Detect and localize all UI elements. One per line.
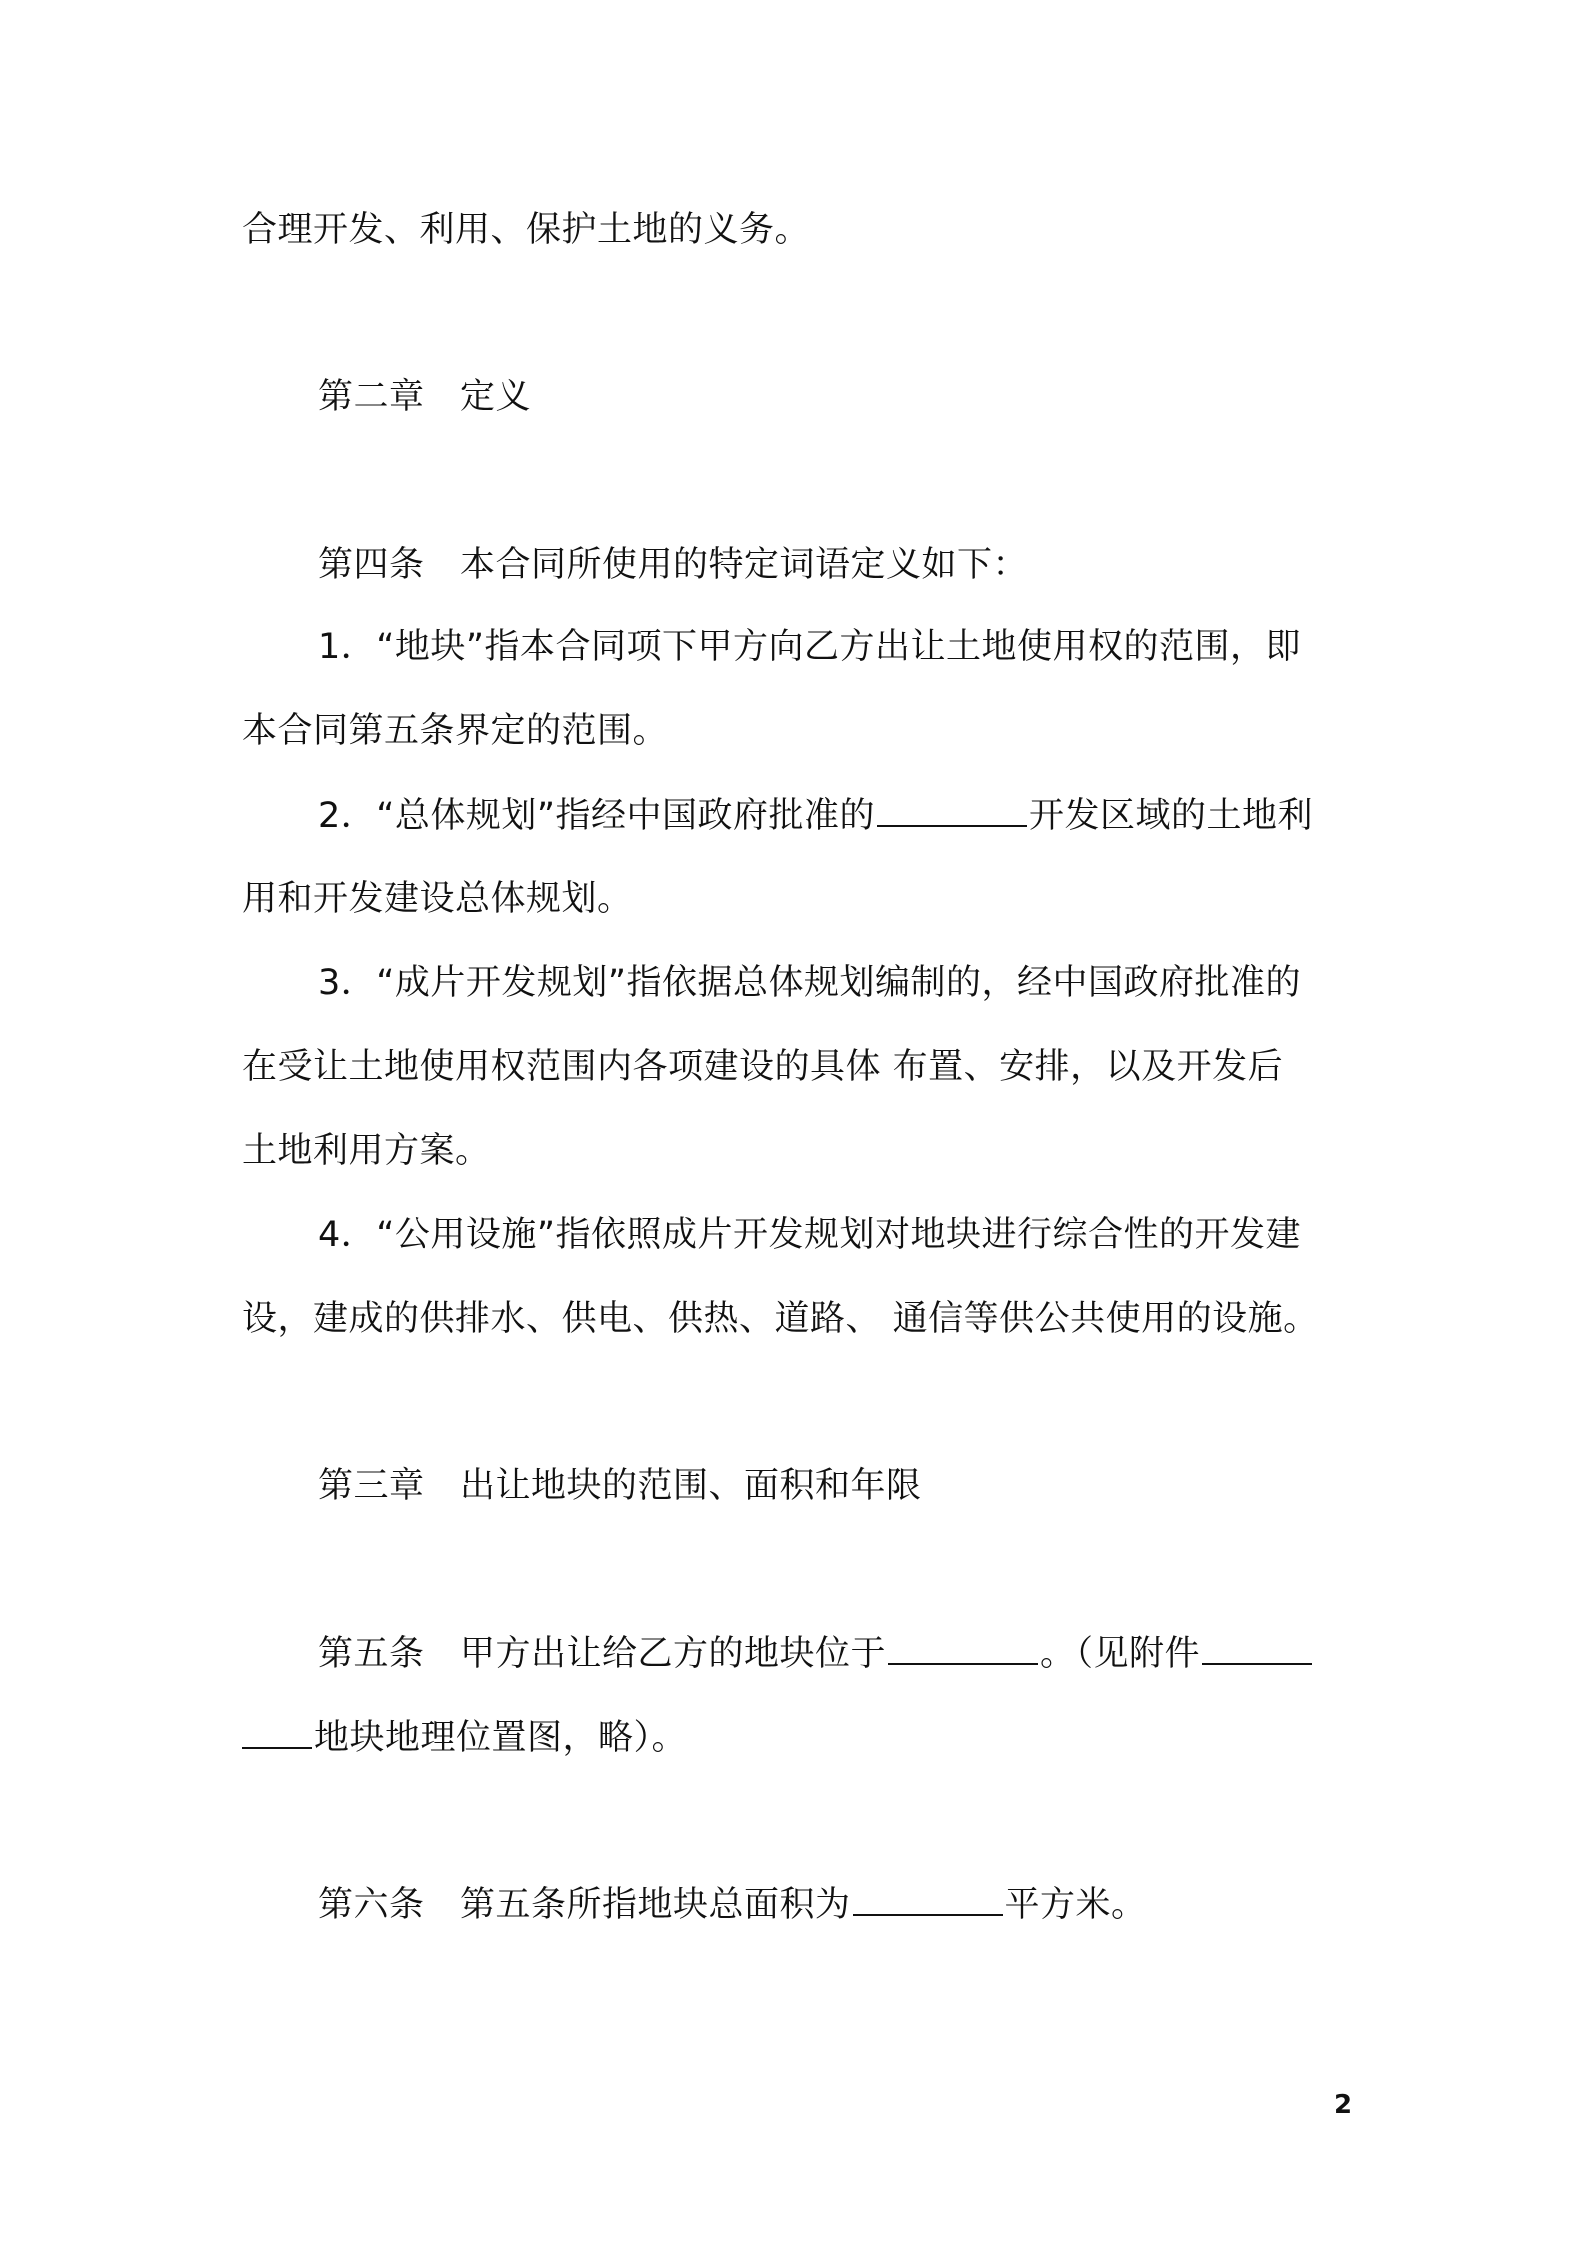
fill-in-blank-line [853, 1880, 1003, 1916]
article-5-line-1 [318, 1629, 1448, 1678]
definition-3-line-3: 土地利用方案。 [242, 1131, 491, 1171]
chapter-3-heading: 第三章 出让地块的范围、面积和年限 [318, 1466, 922, 1506]
definition-2-text-after-blank: 开发区域的土地利 [1029, 796, 1314, 836]
paragraph-line: 合理开发、利用、保护土地的义务。 [242, 210, 811, 250]
article-6-text-before-blank: 第六条 第五条所指地块总面积为 [318, 1885, 851, 1925]
definition-4-line-2: 设，建成的供排水、供电、供热、道路、 通信等供公共使用的设施。 [242, 1299, 1319, 1339]
fill-in-blank-line [242, 1713, 312, 1749]
definition-1-line-2: 本合同第五条界定的范围。 [242, 711, 669, 751]
definition-2-line-2: 用和开发建设总体规划。 [242, 879, 633, 919]
definition-1-line-1: 1．“地块”指本合同项下甲方向乙方出让土地使用权的范围，即 [318, 627, 1302, 667]
article-6-text-after-blank: 平方米。 [1004, 1885, 1147, 1925]
fill-in-blank-line [1202, 1629, 1312, 1665]
article-5-line-2 [242, 1713, 1372, 1762]
article-6-line [318, 1880, 1448, 1929]
chapter-2-heading: 第二章 定义 [318, 377, 532, 417]
fill-in-blank-line [877, 791, 1027, 827]
article-5-line-2-text: 地块地理位置图，略）。 [314, 1718, 688, 1758]
definition-3-line-2: 在受让土地使用权范围内各项建设的具体 布置、安排，以及开发后 [242, 1047, 1284, 1087]
article-5-text-after-blank: 。（见附件 [1040, 1634, 1201, 1674]
article-5-text-before-blank: 第五条 甲方出让给乙方的地块位于 [318, 1634, 887, 1674]
page-number: 2 [1334, 2090, 1353, 2120]
definition-2-line-1 [318, 791, 1448, 840]
fill-in-blank-line [888, 1629, 1038, 1665]
definition-2-text-before-blank: 2．“总体规划”指经中国政府批准的 [318, 796, 876, 836]
definition-4-line-1: 4．“公用设施”指依照成片开发规划对地块进行综合性的开发建 [318, 1215, 1302, 1255]
definition-3-line-1: 3．“成片开发规划”指依据总体规划编制的，经中国政府批准的 [318, 963, 1302, 1003]
article-4-heading: 第四条 本合同所使用的特定词语定义如下： [318, 545, 1029, 585]
